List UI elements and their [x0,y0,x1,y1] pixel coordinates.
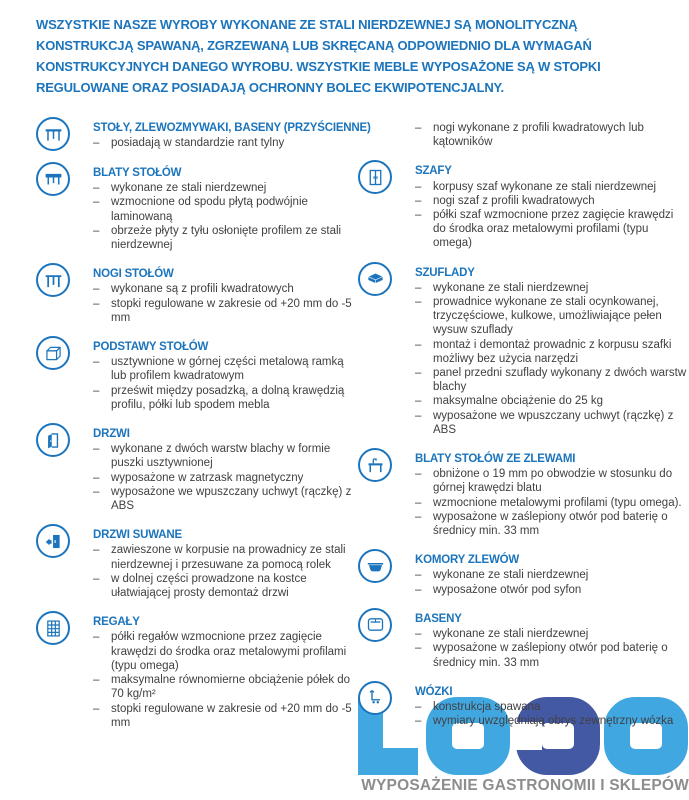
section-komory-zlewow [358,553,689,597]
shelf-rack-icon [36,611,70,645]
spec-item [415,295,689,338]
spec-item [415,496,689,510]
spec-text: prowadnice wykonane ze stali ocynkowanej, trzyczęściowe, kulkowe, umożliwiające pełen wysuw szuflady [433,296,662,337]
dash-bullet: – [415,468,422,481]
icon-cell [358,164,415,250]
spec-text: wyposażone otwór pod syfon [433,583,582,596]
spec-list [415,568,689,596]
spec-item [93,195,358,223]
dash-bullet: – [93,572,100,585]
dash-bullet: – [415,338,422,351]
dash-bullet: – [415,583,422,596]
icon-cell [358,121,415,149]
spec-item [415,467,689,495]
dash-bullet: – [415,642,422,655]
text-cell [415,164,689,250]
dash-bullet: – [93,702,100,715]
spec-text: wyposażone w zatrzask magnetyczny [111,471,304,484]
spec-item [93,543,358,571]
spec-text: zawieszone w korpusie na prowadnicy ze stali nierdzewnej i przesuwane za pomocą rolek [111,544,346,571]
spec-list [93,543,358,600]
spec-list [93,442,358,513]
spec-text: stopki regulowane w zakresie od +20 mm do -5 mm [111,297,352,324]
spec-item [415,700,689,714]
table-legs-icon [36,263,70,297]
dash-bullet: – [93,631,100,644]
section-szuflady [358,266,689,437]
text-cell [415,121,689,149]
spec-text: wzmocnione metalowymi profilami (typu omega). [433,496,682,509]
spec-list [415,700,689,728]
icon-cell [358,452,415,538]
dash-bullet: – [415,296,422,309]
dash-bullet: – [93,196,100,209]
spec-columns [0,121,689,745]
section-nogi-stolow [36,267,358,325]
spec-text: wykonane ze stali nierdzewnej [111,182,267,195]
dash-bullet: – [93,137,100,150]
section-title: REGAŁY [93,616,140,629]
section-stoly-zlewozmywaki-baseny-przyscienne [36,121,371,151]
dash-bullet: – [93,471,100,484]
door-icon [36,423,70,457]
text-cell [415,553,689,597]
spec-item [93,442,358,470]
section-title: NOGI STOŁÓW [93,268,174,281]
spec-item [415,641,689,669]
dash-bullet: – [93,544,100,557]
cube-frame-icon [36,336,70,370]
spec-item [415,180,689,194]
spec-item [93,282,358,296]
spec-list [415,467,689,538]
spec-list [93,136,358,150]
spec-item [415,627,689,641]
sliding-door-icon [36,524,70,558]
dash-bullet: – [415,700,422,713]
text-cell [93,121,371,151]
dash-bullet: – [415,281,422,294]
section-blaty-stolow-ze-zlewami [358,452,689,538]
spec-text: wzmocnione od spodu płytą podwójnie laminowaną [111,196,308,223]
icon-cell [36,121,93,151]
section-regaly [36,615,358,730]
spec-list [415,121,689,149]
dash-bullet: – [93,485,100,498]
dash-bullet: – [415,628,422,641]
spec-item [93,572,358,600]
spec-item [93,136,358,150]
icon-cell [36,267,93,325]
intro-paragraph: WSZYSTKIE NASZE WYROBY WYKONANE ZE STALI NIERDZEWNEJ SĄ MONOLITYCZNĄ KONSTRUKCJĄ SPAWANĄ, ZGRZEWANĄ LUB SKRĘCANĄ ODPOWIEDNIO DLA WYMAGAŃ KONSTRUKCYJNYCH DANEGO WYROBU. WSZYSTKIE MEBLE WYPOSAŻONE SĄ W STOPKI REGULOWANE ORAZ POSIADAJĄ OCHRONNY BOLEC EKWIPOTENCJALNY. [36,17,601,95]
spec-text: montaż i demontaż prowadnic z korpusu szafki możliwy bez użycia narzędzi [433,338,672,365]
section-blaty-stolow [36,166,358,252]
spec-text: konstrukcja spawana [433,700,541,713]
section-wozki [358,685,689,729]
spec-item [415,510,689,538]
spec-text: posiadają w standardzie rant tylny [111,137,285,150]
spec-text: panel przedni szuflady wykonany z dwóch warstw blachy [433,367,687,394]
dash-bullet: – [415,496,422,509]
section-drzwi-suwane [36,528,358,600]
dash-bullet: – [415,122,422,134]
spec-text: wyposażone w zaślepiony otwór pod baterię o średnicy min. 33 mm [433,642,668,669]
dash-bullet: – [415,409,422,422]
cabinet-icon [358,160,392,194]
section-title: DRZWI [93,428,130,441]
spec-text: obniżone o 19 mm po obwodzie w stosunku do górnej krawędzi blatu [433,468,673,495]
dash-bullet: – [415,194,422,207]
spec-item [93,673,358,701]
dash-bullet: – [93,297,100,310]
text-cell [415,266,689,437]
section-szafy [358,164,689,250]
spec-item [415,583,689,597]
dash-bullet: – [415,367,422,380]
spec-item [93,181,358,195]
spec-item [415,121,689,149]
section-title: BLATY STOŁÓW [93,167,182,179]
text-cell [93,340,358,412]
spec-list [93,282,358,325]
spec-item [415,281,689,295]
icon-cell [358,266,415,437]
spec-text: maksymalne równomierne obciążenie półek do 70 kg/m² [111,674,351,701]
spec-item [93,630,358,673]
spec-text: wykonane są z profili kwadratowych [111,283,294,296]
spec-item [93,355,358,383]
dash-bullet: – [93,443,100,456]
dash-bullet: – [415,510,422,523]
section-title: DRZWI SUWANE [93,529,182,542]
spec-text: półki regałów wzmocnione przez zagięcie krawędzi do środka oraz metalowymi profilami (typu omega) [111,631,347,672]
drawer-icon [358,262,392,296]
section-title: SZUFLADY [415,266,475,279]
text-cell [93,615,358,730]
cart-icon [358,681,392,715]
spec-text: wykonane ze stali nierdzewnej [433,569,589,582]
dash-bullet: – [93,674,100,687]
spec-text: korpusy szaf wykonane ze stali nierdzewnej [433,180,657,193]
text-cell [415,612,689,670]
section-drzwi [36,427,358,513]
logo-tagline: WYPOSAŻENIE GASTRONOMII I SKLEPÓW [361,777,689,794]
icon-cell [36,340,93,412]
icon-cell [36,427,93,513]
dash-bullet: – [93,182,100,195]
text-cell [93,166,358,252]
dash-bullet: – [415,180,422,193]
text-cell [93,528,358,600]
icon-cell [36,528,93,600]
spec-list [415,627,689,670]
spec-text: wykonane z dwóch warstw blachy w formie puszki usztywnionej [111,443,331,470]
sink-bowl-icon [358,549,392,583]
spec-item [415,194,689,208]
text-cell [415,685,689,729]
section-title: WÓZKI [415,685,453,698]
icon-cell [36,615,93,730]
spec-text: wyposażone we wpuszczany uchwyt (rączkę) z ABS [111,485,352,513]
section-title: BASENY [415,612,462,625]
spec-list [93,630,358,729]
section-podstawy-stolow [36,340,358,412]
dash-bullet: – [93,384,100,397]
dash-bullet: – [415,569,422,582]
icon-cell [358,685,415,729]
section-title: BLATY STOŁÓW ZE ZLEWAMI [415,453,576,466]
dash-bullet: – [93,356,100,369]
spec-item [415,409,689,437]
spec-text: nogi wykonane z profili kwadratowych lub kątowników [433,122,644,149]
spec-item [93,224,358,252]
spec-list [415,281,689,437]
spec-text: nogi szaf z profili kwadratowych [433,194,595,207]
text-cell [93,267,358,325]
spec-text: usztywnione w górnej części metalową ramką lub profilem kwadratowym [111,356,344,383]
spec-text: wyposażone we wpuszczany uchwyt (rączkę) z ABS [433,409,674,436]
section-title: STOŁY, ZLEWOZMYWAKI, BASENY (PRZYŚCIENNE) [93,122,371,134]
spec-item [93,702,358,730]
spec-list [93,181,358,252]
text-cell [93,427,358,513]
spec-item [415,338,689,366]
spec-item [415,208,689,251]
spec-item [415,714,689,728]
section-title: SZAFY [415,165,452,178]
table-top-icon [36,162,70,196]
spec-text: obrzeże płyty z tyłu osłonięte profilem ze stali nierdzewnej [111,224,342,252]
icon-cell [36,166,93,252]
spec-item [93,297,358,325]
spec-item [93,384,358,412]
section-title: KOMORY ZLEWÓW [415,554,520,567]
spec-item [93,485,358,513]
dash-bullet: – [93,283,100,296]
column-right [358,121,689,745]
dash-bullet: – [415,209,422,222]
spec-list [415,180,689,251]
icon-cell [358,612,415,670]
table-icon [36,117,70,151]
spec-text: prześwit między posadzką, a dolną krawędzią profilu, półki lub spodem mebla [111,384,345,411]
spec-text: wykonane ze stali nierdzewnej [433,281,589,294]
spec-text: w dolnej części prowadzone na kostce ułatwiającej prosty demontaż drzwi [111,572,307,600]
dash-bullet: – [415,715,422,728]
spec-item [415,568,689,582]
column-left [36,121,371,745]
section-title: PODSTAWY STOŁÓW [93,341,209,354]
spec-text: półki szaf wzmocnione przez zagięcie krawędzi do środka oraz metalowymi profilami (typu omega) [433,209,674,250]
spec-text: maksymalne obciążenie do 25 kg [433,395,604,408]
spec-list [93,355,358,412]
section-continuation [358,121,689,149]
sink-top-icon [358,448,392,482]
text-cell [415,452,689,538]
spec-text: wymiary uwzględniają obrys zewnętrzny wózka [433,715,674,728]
dash-bullet: – [415,395,422,408]
spec-text: wykonane ze stali nierdzewnej [433,628,589,641]
spec-item [415,394,689,408]
spec-item [415,366,689,394]
icon-cell [358,553,415,597]
spec-text: stopki regulowane w zakresie od +20 mm do -5 mm [111,702,352,729]
spec-item [93,471,358,485]
dash-bullet: – [93,224,100,237]
basin-icon [358,608,392,642]
section-baseny [358,612,689,670]
spec-text: wyposażone w zaślepiony otwór pod baterię o średnicy min. 33 mm [433,510,668,538]
